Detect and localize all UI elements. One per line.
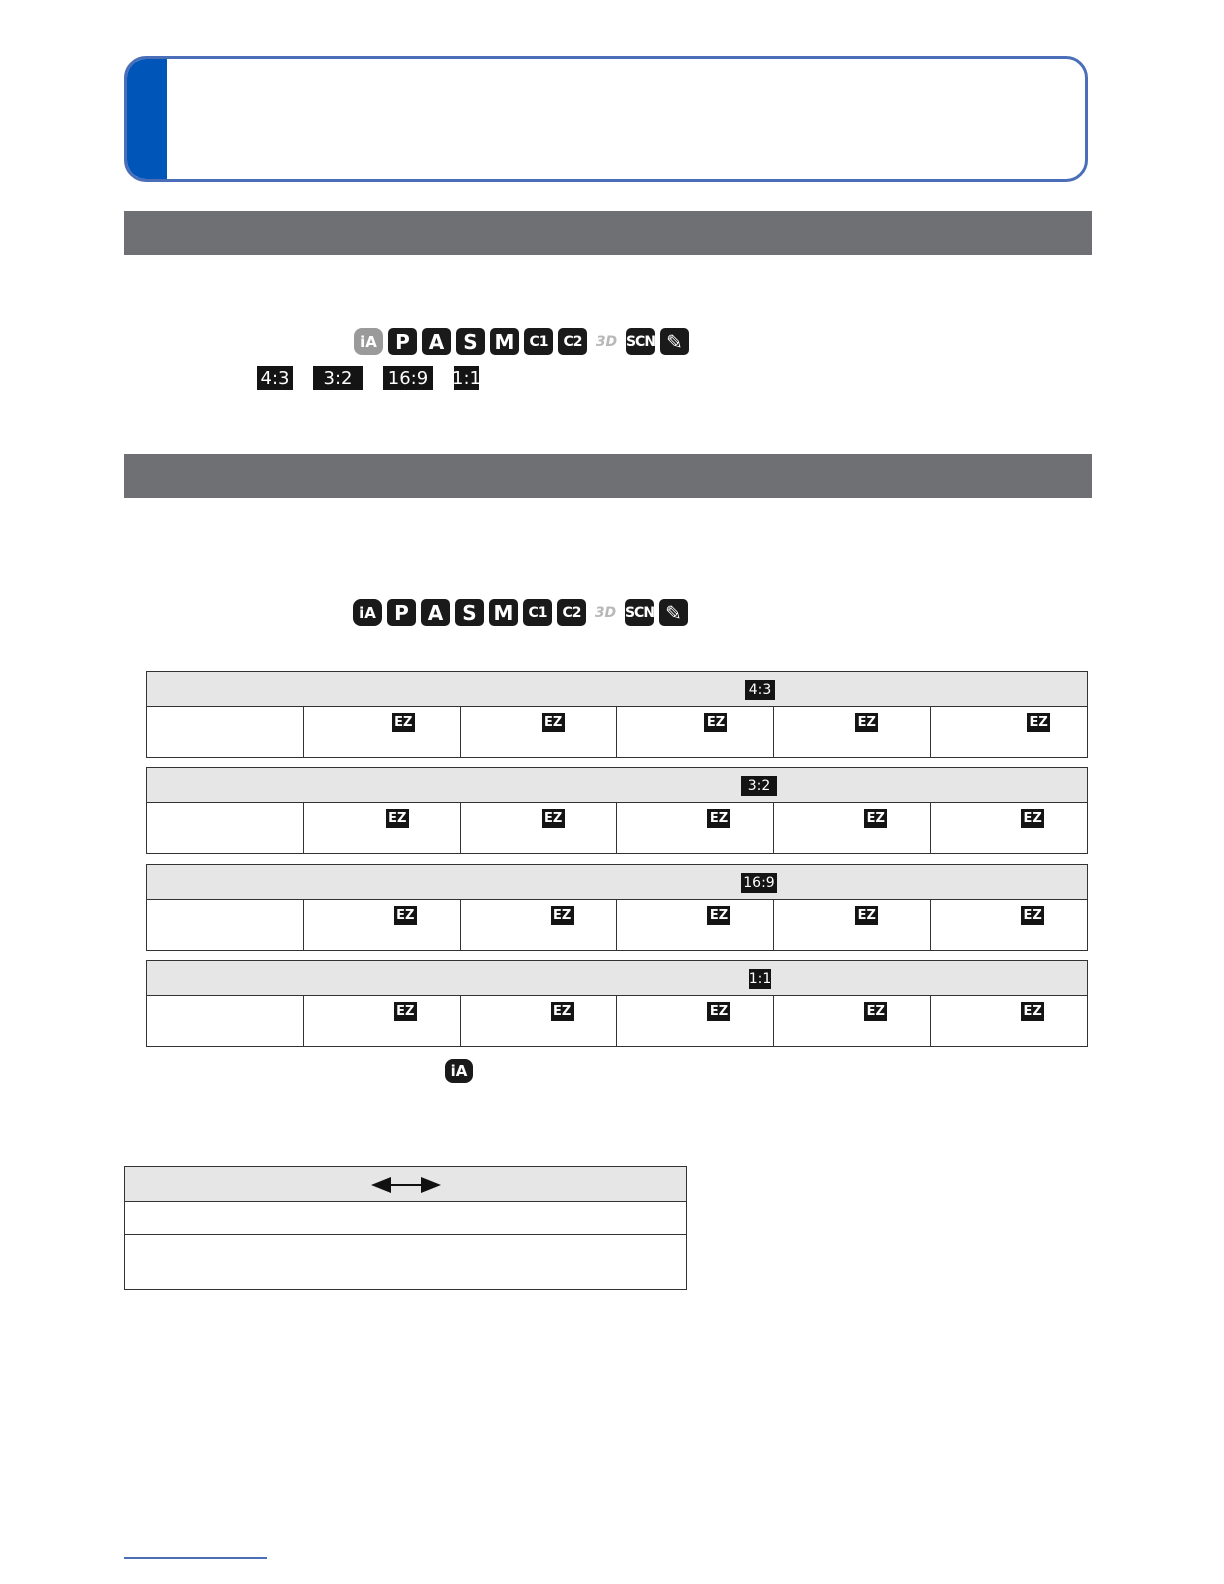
table-row [147, 707, 1088, 758]
ez-icon: EZ [855, 906, 878, 925]
section-header-1 [124, 211, 1092, 255]
table-row [147, 803, 1088, 854]
ez-icon: EZ [1021, 906, 1044, 925]
ez-icon: EZ [855, 713, 878, 732]
intelligent-auto-icon: iA [354, 328, 383, 355]
custom2-mode-icon: C2 [558, 328, 587, 355]
manual-mode-icon: M [489, 599, 518, 626]
program-mode-icon: P [387, 599, 416, 626]
scene-mode-icon: SCN [625, 599, 654, 626]
creative-control-icon: ✎ [659, 599, 688, 626]
ez-icon: EZ [394, 906, 417, 925]
aspect-4-3-badge: 4:3 [745, 680, 775, 700]
ez-icon: EZ [1021, 809, 1044, 828]
aspect-3-2-badge: 3:2 [741, 776, 777, 796]
footer-link-underline [124, 1557, 267, 1559]
table-header [147, 865, 1088, 900]
ez-icon: EZ [551, 1002, 574, 1021]
section-header-2 [124, 454, 1092, 498]
zoom-table-3-2 [146, 767, 1088, 854]
table-header [147, 768, 1088, 803]
aspect-3-2-icon: 3:2 [313, 366, 363, 390]
table-row [125, 1235, 687, 1290]
table-header [147, 961, 1088, 996]
table-row [147, 996, 1088, 1047]
note-ia-icon-wrap [445, 1059, 473, 1083]
creative-control-icon: ✎ [660, 328, 689, 355]
zoom-table-1-1 [146, 960, 1088, 1047]
ez-icon: EZ [392, 713, 415, 732]
intelligent-auto-icon: iA [445, 1059, 473, 1083]
title-accent-bar [127, 59, 167, 179]
intelligent-auto-icon: iA [353, 599, 382, 626]
applicable-modes-row-2 [353, 599, 688, 626]
ez-icon: EZ [542, 713, 565, 732]
aspect-1-1-icon: 1:1 [452, 367, 481, 389]
scene-mode-icon: SCN [626, 328, 655, 355]
zoom-table-16-9 [146, 864, 1088, 951]
3d-mode-icon: 3D [594, 604, 617, 621]
ez-icon: EZ [707, 809, 730, 828]
double-arrow-icon [371, 1175, 441, 1195]
applicable-modes-row-1 [354, 328, 689, 355]
ez-icon: EZ [542, 809, 565, 828]
ez-icon: EZ [394, 1002, 417, 1021]
ez-icon: EZ [707, 1002, 730, 1021]
ez-icon: EZ [707, 906, 730, 925]
manual-mode-icon: M [490, 328, 519, 355]
ez-icon: EZ [864, 809, 887, 828]
custom2-mode-icon: C2 [557, 599, 586, 626]
ez-icon: EZ [1021, 1002, 1044, 1021]
ez-icon: EZ [704, 713, 727, 732]
aspect-4-3-icon: 4:3 [257, 366, 293, 390]
ez-icon: EZ [864, 1002, 887, 1021]
table-row [125, 1202, 687, 1235]
shutter-priority-icon: S [456, 328, 485, 355]
aperture-priority-icon: A [422, 328, 451, 355]
ez-icon: EZ [386, 809, 409, 828]
aperture-priority-icon: A [421, 599, 450, 626]
page-title-box [124, 56, 1088, 182]
custom1-mode-icon: C1 [523, 599, 552, 626]
ez-icon: EZ [551, 906, 574, 925]
program-mode-icon: P [388, 328, 417, 355]
ez-icon: EZ [1027, 713, 1050, 732]
aspect-16-9-icon: 16:9 [383, 366, 433, 390]
table-header [147, 672, 1088, 707]
aspect-1-1-badge: 1:1 [748, 971, 772, 987]
table-row [147, 900, 1088, 951]
aspect-16-9-badge: 16:9 [741, 873, 777, 893]
table-header [125, 1167, 687, 1202]
zoom-table-4-3 [146, 671, 1088, 758]
shutter-priority-icon: S [455, 599, 484, 626]
zoom-range-table [124, 1166, 687, 1290]
custom1-mode-icon: C1 [524, 328, 553, 355]
3d-mode-icon: 3D [595, 333, 618, 350]
